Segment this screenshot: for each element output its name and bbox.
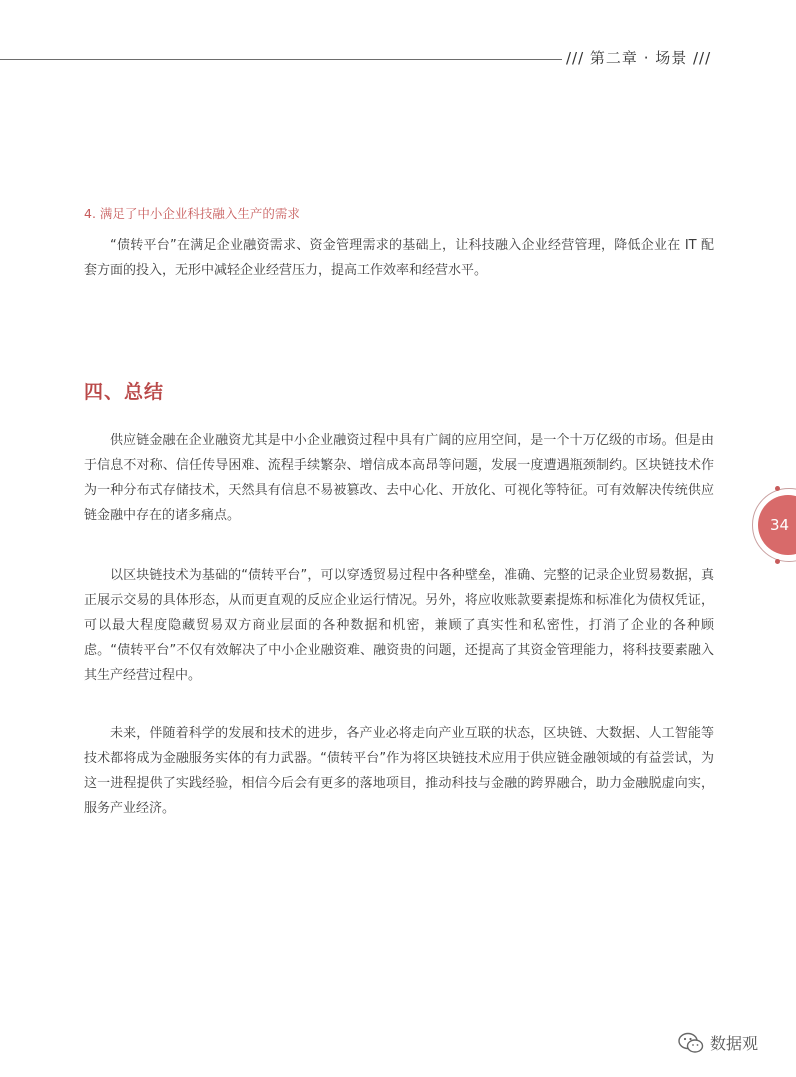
wechat-icon (678, 1032, 704, 1054)
page-number: 34 (758, 495, 796, 555)
ring-dot-top (775, 486, 780, 491)
summary-paragraph-2: 以区块链技术为基础的“债转平台”，可以穿透贸易过程中各种壁垒，准确、完整的记录企业贸易数据，真正展示交易的具体形态，从而更直观的反应企业运行情况。另外，将应收账款要素提炼和标准化为债权凭证，可以最大程度隐藏贸易双方商业层面的各种数据和机密，兼顾了真实性和私密性，打消了企业的各种顾虑。“债转平台”不仅有效解决了中小企业融资难、融资贵的问题，还提高了其资金管理能力，将科技要素融入其生产经营过程中。 (84, 568, 714, 683)
subsection-title: 4. 满足了中小企业科技融入生产的需求 (84, 206, 300, 221)
watermark-label: 数据观 (710, 1034, 759, 1053)
header-rule (0, 59, 562, 60)
summary-paragraph-3: 未来，伴随着科学的发展和技术的进步，各产业必将走向产业互联的状态，区块链、大数据、人工智能等技术都将成为金融服务实体的有力武器。“债转平台”作为将区块链技术应用于供应链金融领域的有益尝试，为这一进程提供了实践经验，相信今后会有更多的落地项目，推动科技与金融的跨界融合，助力金融脱虚向实，服务产业经济。 (84, 726, 714, 816)
ring-dot-bottom (775, 559, 780, 564)
section-title: 四、总结 (84, 381, 165, 403)
chapter-header: /// 第二章 · 场景 /// (566, 49, 712, 67)
watermark (678, 1031, 758, 1054)
summary-paragraph-1: 供应链金融在企业融资尤其是中小企业融资过程中具有广阔的应用空间，是一个十万亿级的市场。但是由于信息不对称、信任传导困难、流程手续繁杂、增信成本高昂等问题，发展一度遭遇瓶颈制约。区块链技术作为一种分布式存储技术，天然具有信息不易被篡改、去中心化、开放化、可视化等特征。可有效解决传统供应链金融中存在的诸多痛点。 (84, 433, 714, 523)
subsection-paragraph: “债转平台”在满足企业融资需求、资金管理需求的基础上，让科技融入企业经营管理，降低企业在 IT 配套方面的投入，无形中减轻企业经营压力，提高工作效率和经营水平。 (84, 238, 714, 278)
